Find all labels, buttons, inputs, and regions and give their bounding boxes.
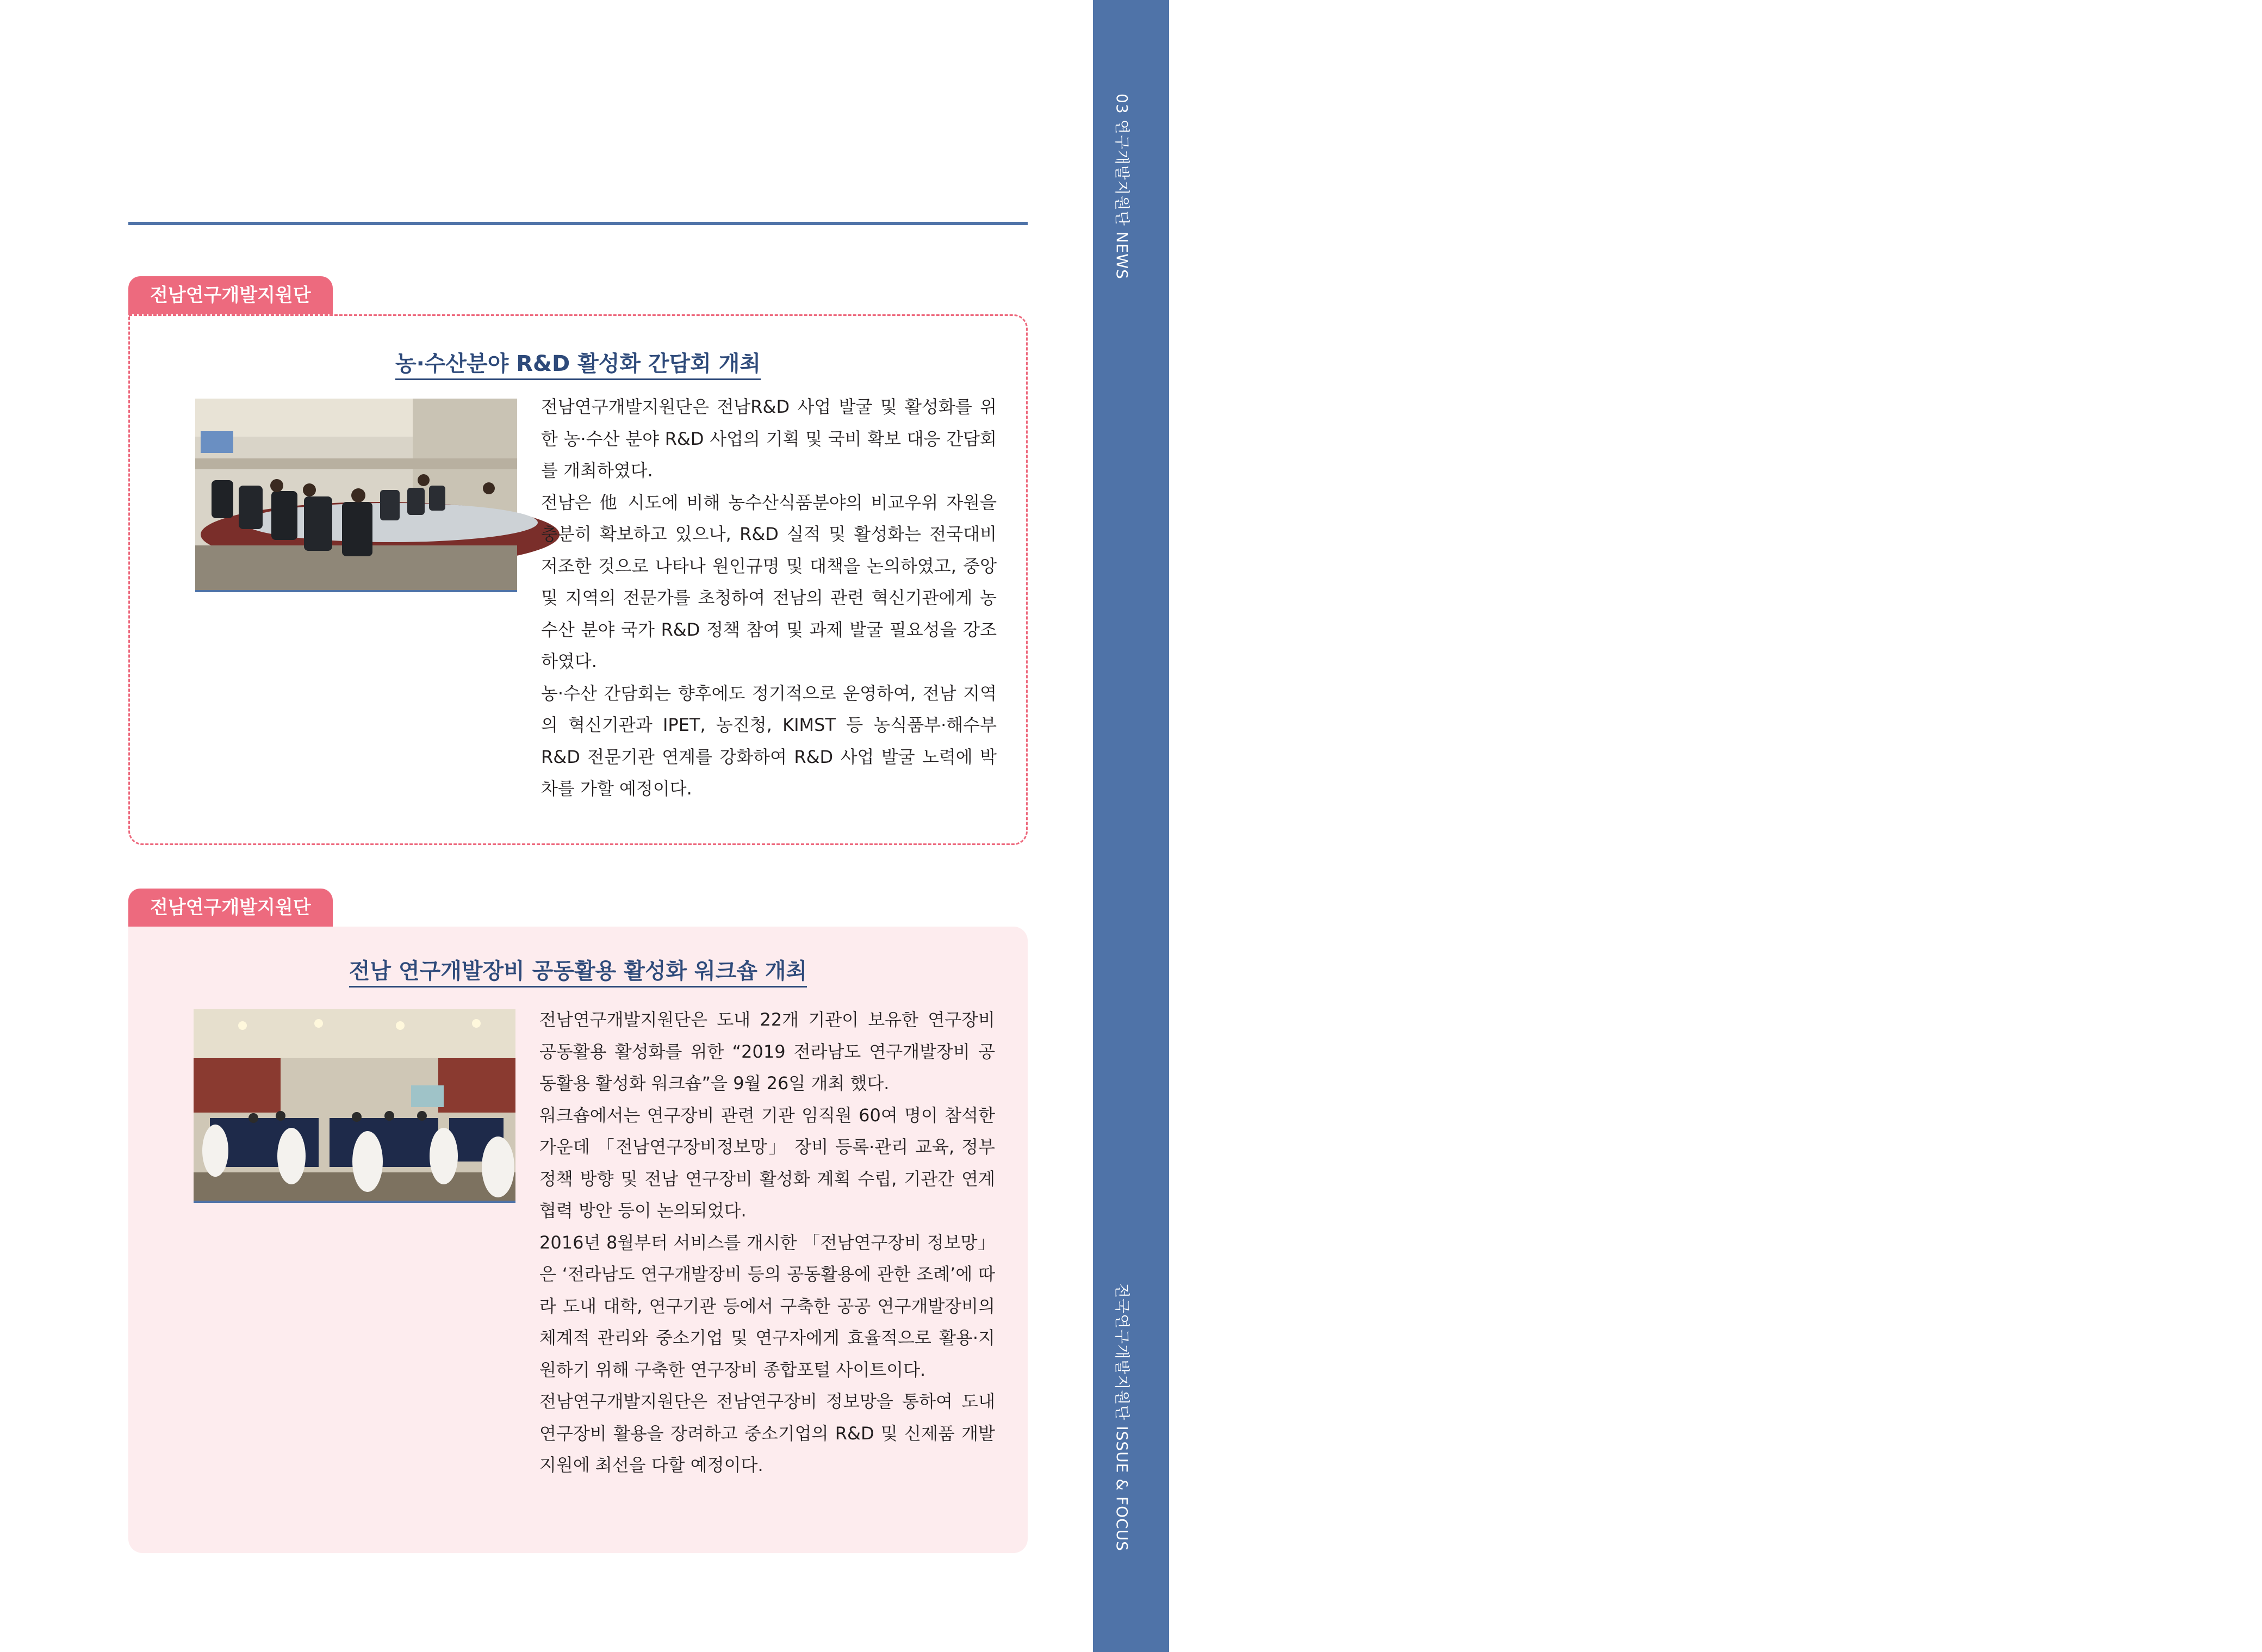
article-box (128, 927, 1028, 1553)
body-paragraph: 농·수산 간담회는 향후에도 정기적으로 운영하여, 전남 지역의 혁신기관과 IPET, 농진청, KIMST 등 농식품부·해수부 R&D 전문기관 연계를 강화하여 R&D 사업 발굴 노력에 박차를 가할 예정이다. (541, 682, 997, 799)
article-title (130, 346, 1026, 377)
workshop-hall-photo (194, 1009, 515, 1203)
body-paragraph: 워크숍에서는 연구장비 관련 기관 임직원 60여 명이 참석한 가운데 「전남연구장비정보망」 장비 등록·관리 교육, 정부 정책 방향 및 전남 연구장비 활성화 계획 수립, 기관간 연계협력 방안 등이 논의되었다. (539, 1104, 995, 1221)
article-body (539, 1004, 995, 1481)
sidebar (1093, 0, 2237, 1652)
page-number: 39 (2211, 811, 2237, 833)
body-paragraph: 전남연구개발지원단은 도내 22개 기관이 보유한 연구장비 공동활용 활성화를 위한 “2019 전라남도 연구개발장비 공동활용 활성화 워크숍”을 9월 26일 개최 했다. (539, 1009, 995, 1094)
article-tag: 전남연구개발지원단 (128, 276, 333, 314)
header-rule (128, 222, 1028, 225)
section-title: 03 연구개발지원단 NEWS (1113, 94, 1131, 280)
page-number-divider (2210, 800, 2227, 802)
article-title-text: 전남 연구개발장비 공동활용 활성화 워크숍 개최 (349, 959, 807, 988)
article-title (128, 954, 1028, 985)
article-title-text: 농·수산분야 R&D 활성화 간담회 개최 (395, 351, 761, 380)
body-paragraph: 전남은 他 시도에 비해 농수산식품분야의 비교우위 자원을 충분히 확보하고 있으나, R&D 실적 및 활성화는 전국대비 저조한 것으로 나타나 원인규명 및 대책을 논의하였고, 중앙 및 지역의 전문가를 초청하여 전남의 관련 혁신기관에게 농수산 분야 국가 R&D 정책 참여 및 과제 발굴 필요성을 강조하였다. (541, 492, 997, 672)
body-paragraph: 전남연구개발지원단은 전남R&D 사업 발굴 및 활성화를 위한 농·수산 분야 R&D 사업의 기획 및 국비 확보 대응 간담회를 개최하였다. (541, 396, 997, 481)
meeting-room-photo (195, 399, 517, 592)
body-paragraph: 전남연구개발지원단은 전남연구장비 정보망을 통하여 도내 연구장비 활용을 장려하고 중소기업의 R&D 및 신제품 개발 지원에 최선을 다할 예정이다. (539, 1391, 995, 1475)
body-paragraph: 2016년 8월부터 서비스를 개시한 「전남연구장비 정보망」은 ‘전라남도 연구개발장비 등의 공동활용에 관한 조례’에 따라 도내 대학, 연구기관 등에서 구축한 공공 연구개발장비의 체계적 관리와 중소기업 및 연구자에게 효율적으로 활용·지원하기 위해 구축한 연구장비 종합포털 사이트이다. (539, 1232, 995, 1380)
article-box (128, 314, 1028, 845)
article-body (541, 391, 997, 805)
article-tag: 전남연구개발지원단 (128, 889, 333, 927)
publication-title: 전국연구개발지원단 ISSUE & FOCUS (1113, 1283, 1131, 1551)
